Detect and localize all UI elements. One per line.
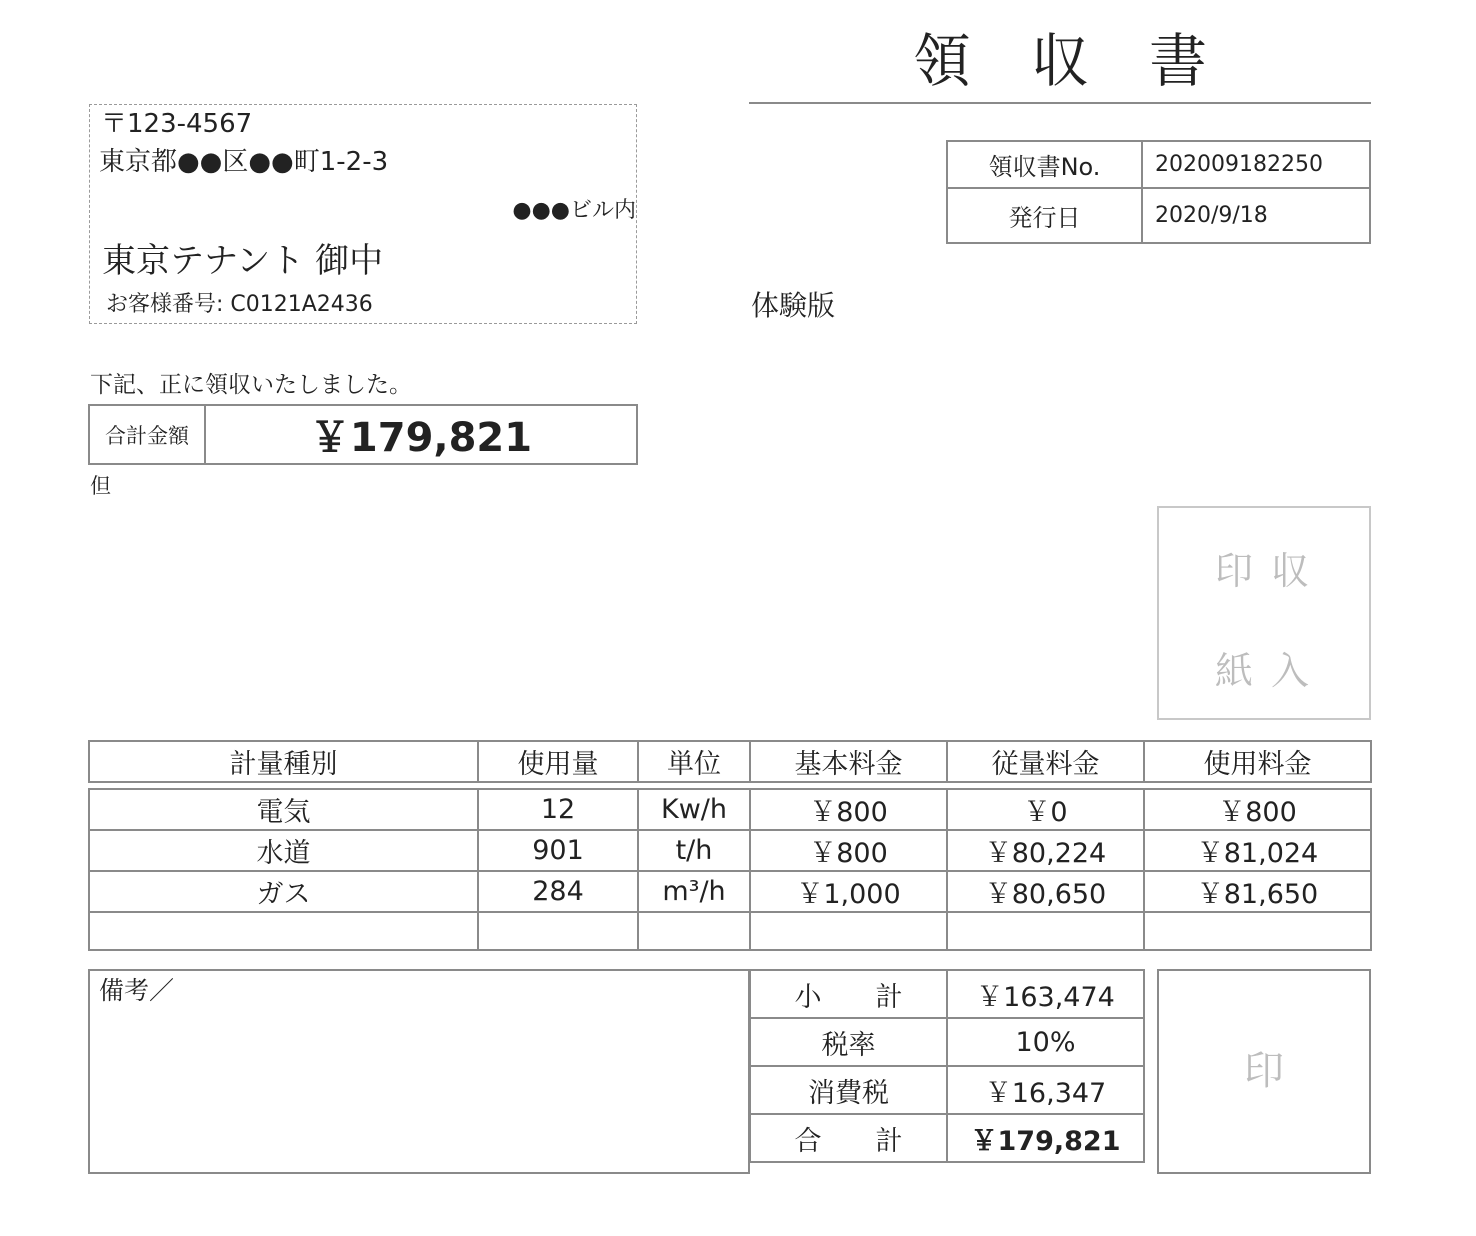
cell-usage: 901 <box>478 830 638 871</box>
stamp-char-4: 紙 <box>1215 649 1254 693</box>
recipient-name: 東京テナント 御中 <box>102 241 384 281</box>
table-row <box>89 830 1371 871</box>
cell-usage-fee: ￥81,650 <box>1144 871 1371 912</box>
total-amount-label: 合計金額 <box>89 405 205 464</box>
cell-usage-fee: ￥800 <box>1144 789 1371 830</box>
seal-box <box>1157 969 1371 1174</box>
table-row <box>89 871 1371 912</box>
cell-type: 水道 <box>89 830 478 871</box>
receipt-no-value: 202009182250 <box>1142 141 1370 188</box>
cell-usage <box>478 912 638 950</box>
table-row <box>89 912 1371 950</box>
subtotal-label: 小 計 <box>750 970 947 1018</box>
issue-date-value: 2020/9/18 <box>1142 188 1370 243</box>
total-amount-box <box>88 404 638 465</box>
receipt-info-table <box>946 140 1371 244</box>
cell-base-fee: ￥800 <box>750 830 947 871</box>
cell-usage-fee: ￥81,024 <box>1144 830 1371 871</box>
cell-type <box>89 912 478 950</box>
cell-metered-fee: ￥80,650 <box>947 871 1144 912</box>
remarks-box <box>88 969 750 1174</box>
cell-unit: t/h <box>638 830 750 871</box>
remarks-label: 備考／ <box>99 976 175 1005</box>
tax-rate-value: 10% <box>947 1018 1144 1066</box>
header-usage-fee: 使用料金 <box>1144 741 1371 782</box>
address-line-2: ●●●ビル内 <box>512 198 636 223</box>
issue-date-label: 発行日 <box>947 188 1142 243</box>
cell-unit <box>638 912 750 950</box>
header-metered-fee: 従量料金 <box>947 741 1144 782</box>
tax-rate-label: 税率 <box>750 1018 947 1066</box>
cell-type: ガス <box>89 871 478 912</box>
stamp-char-1: 収 <box>1271 549 1310 593</box>
cell-metered-fee: ￥0 <box>947 789 1144 830</box>
header-unit: 単位 <box>638 741 750 782</box>
trial-label: 体験版 <box>751 289 836 322</box>
cell-unit: m³/h <box>638 871 750 912</box>
total-amount-value: ￥179,821 <box>205 405 637 464</box>
cell-metered-fee: ￥80,224 <box>947 830 1144 871</box>
stamp-char-3: 印 <box>1215 549 1254 593</box>
cell-type: 電気 <box>89 789 478 830</box>
cell-base-fee: ￥1,000 <box>750 871 947 912</box>
tax-label: 消費税 <box>750 1066 947 1114</box>
customer-number: お客様番号: C0121A2436 <box>106 292 373 317</box>
cell-base-fee: ￥800 <box>750 789 947 830</box>
postal-code: 〒123-4567 <box>101 109 253 139</box>
grand-total-label: 合 計 <box>750 1114 947 1162</box>
subtotal-value: ￥163,474 <box>947 970 1144 1018</box>
cell-metered-fee <box>947 912 1144 950</box>
meter-table-body <box>88 788 1372 951</box>
seal-label: 印 <box>1244 1048 1284 1094</box>
tax-value: ￥16,347 <box>947 1066 1144 1114</box>
received-statement: 下記、正に領収いたしました。 <box>90 372 412 398</box>
header-meter-type: 計量種別 <box>89 741 478 782</box>
meter-table-header <box>88 740 1372 783</box>
cell-usage: 284 <box>478 871 638 912</box>
cell-usage: 12 <box>478 789 638 830</box>
recipient-box <box>89 104 637 324</box>
header-base-fee: 基本料金 <box>750 741 947 782</box>
address-line-1: 東京都●●区●●町1-2-3 <box>99 147 389 177</box>
proviso-label: 但 <box>90 474 111 498</box>
cell-unit: Kw/h <box>638 789 750 830</box>
cell-base-fee <box>750 912 947 950</box>
header-usage: 使用量 <box>478 741 638 782</box>
revenue-stamp-box <box>1157 506 1371 720</box>
grand-total-value: ￥179,821 <box>947 1114 1144 1162</box>
title-underline <box>749 102 1371 104</box>
stamp-char-2: 入 <box>1271 649 1310 693</box>
receipt-no-label: 領収書No. <box>947 141 1142 188</box>
document-title: 領収書 <box>912 27 1267 95</box>
summary-table <box>749 969 1145 1163</box>
table-row <box>89 789 1371 830</box>
cell-usage-fee <box>1144 912 1371 950</box>
